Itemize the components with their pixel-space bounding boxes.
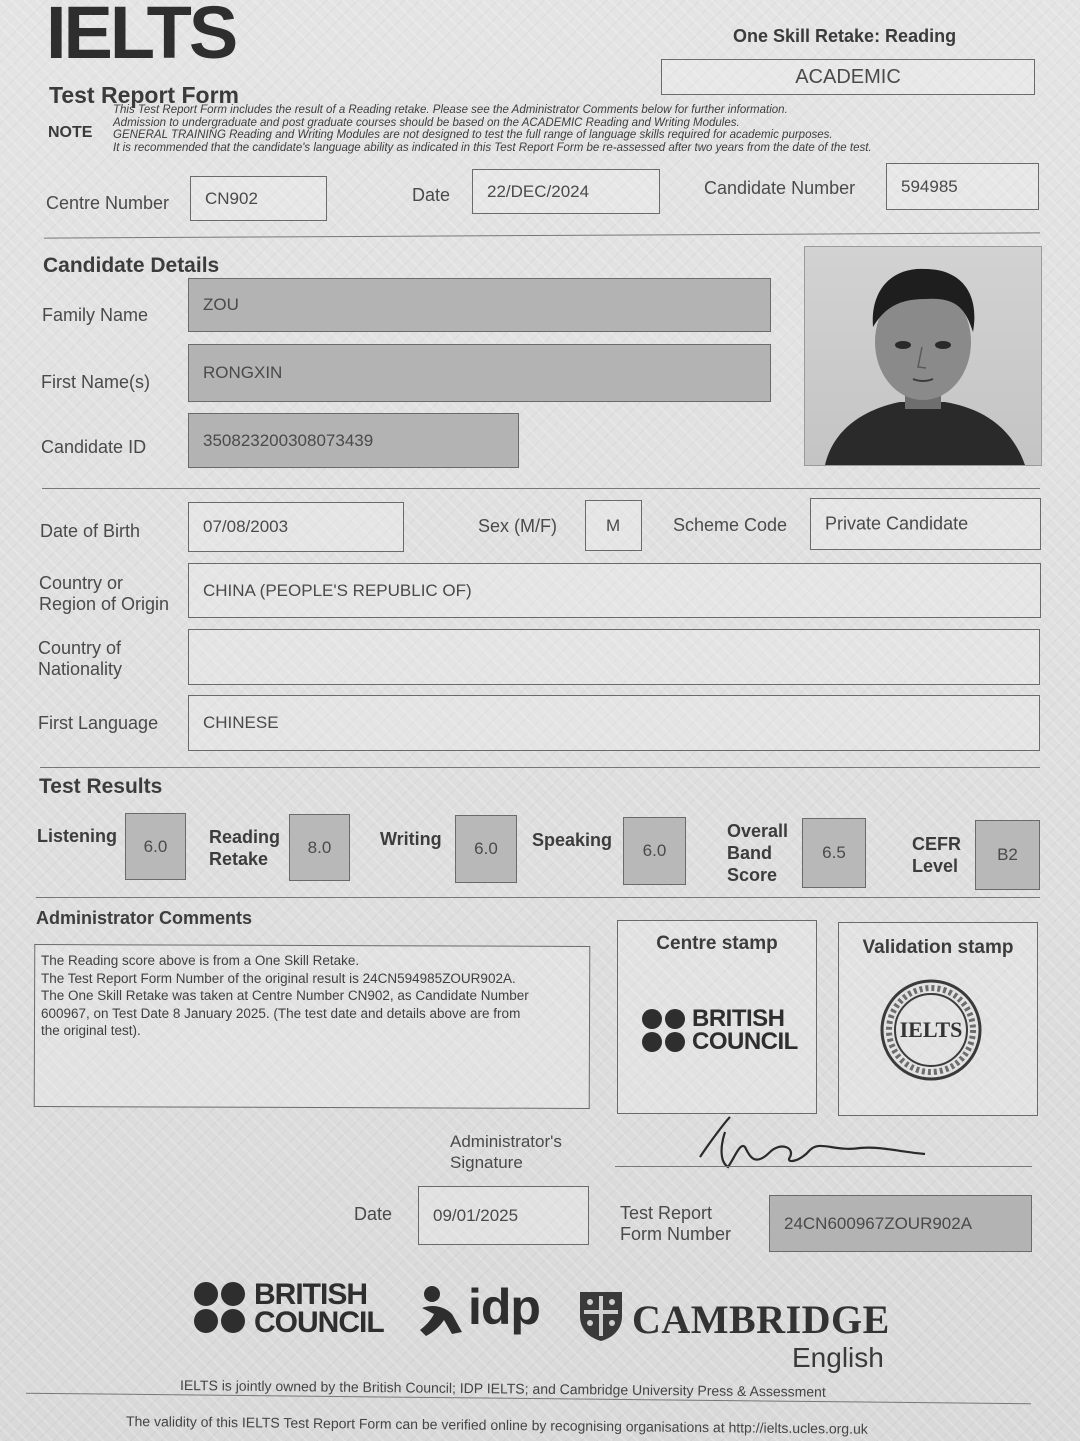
candidate-id-label: Candidate ID xyxy=(41,437,147,457)
comment-line: The Test Report Form Number of the original result is 24CN594985ZOUR902A. xyxy=(41,970,516,986)
centre-stamp-label: Centre stamp xyxy=(656,933,778,954)
validity-text: The validity of this IELTS Test Report Form can be verified online by recognising organisations at http://ielts.ucles.org.uk xyxy=(125,1413,868,1437)
candidate-number-field xyxy=(886,163,1039,210)
bc-logo-line1: BRITISH xyxy=(254,1278,367,1311)
admin-comments-text xyxy=(41,952,581,1040)
country-nationality-label: Country of Nationality xyxy=(38,638,123,679)
admin-date-label: Date xyxy=(354,1204,393,1224)
centre-number-field xyxy=(190,176,327,221)
cambridge-english-text: English xyxy=(792,1342,884,1373)
british-council-dots-icon xyxy=(640,1007,688,1055)
admin-date-field xyxy=(418,1186,589,1245)
trf-number-value: 24CN600967ZOUR902A xyxy=(784,1213,973,1233)
idp-logo-text: idp xyxy=(468,1279,540,1335)
validation-stamp-label: Validation stamp xyxy=(862,937,1014,958)
candidate-photo xyxy=(804,246,1042,466)
sex-field xyxy=(585,500,642,551)
cambridge-shield-icon xyxy=(578,1290,624,1342)
centre-number-value: CN902 xyxy=(205,188,258,208)
country-origin-field xyxy=(188,563,1041,618)
centre-number-label: Centre Number xyxy=(46,193,170,213)
admin-comments-heading: Administrator Comments xyxy=(36,908,253,928)
first-name-label: First Name(s) xyxy=(41,372,150,392)
comment-line: The One Skill Retake was taken at Centre Number CN902, as Candidate Number xyxy=(41,988,529,1003)
country-origin-value: CHINA (PEOPLE'S REPUBLIC OF) xyxy=(203,580,472,600)
form-title: Test Report Form xyxy=(49,82,239,108)
listening-label: Listening xyxy=(37,826,117,846)
writing-label: Writing xyxy=(380,829,442,849)
test-date-field xyxy=(472,169,660,214)
divider xyxy=(44,232,1040,238)
note-line: Admission to undergraduate and post graduate courses should be based on the ACADEMIC Reading and Writing Modules. xyxy=(113,116,740,129)
idp-figure-icon xyxy=(418,1284,468,1338)
signature-line xyxy=(615,1166,1032,1167)
reading-score: 8.0 xyxy=(289,814,350,881)
candidate-number-label: Candidate Number xyxy=(704,178,856,198)
retake-title: One Skill Retake: Reading xyxy=(733,26,957,46)
note-line: It is recommended that the candidate's language ability as indicated in this Test Report Form be re-assessed after two years from the date of the test. xyxy=(113,141,872,154)
trf-number-label: Test Report Form Number xyxy=(620,1203,732,1244)
family-name-label: Family Name xyxy=(42,305,149,325)
first-name-field xyxy=(188,344,771,402)
first-language-field xyxy=(188,695,1040,751)
comment-line: the original test). xyxy=(41,1023,141,1038)
speaking-score: 6.0 xyxy=(623,817,686,885)
bc-logo-line2: COUNCIL xyxy=(254,1306,384,1339)
country-origin-label: Country or Region of Origin xyxy=(39,573,170,614)
cefr-level: B2 xyxy=(975,820,1040,890)
note-text xyxy=(113,104,943,154)
scheme-code-field xyxy=(810,498,1041,550)
admin-date-value: 09/01/2025 xyxy=(433,1205,519,1225)
candidate-id-field xyxy=(188,413,519,468)
centre-stamp-box xyxy=(617,920,817,1114)
note-line: GENERAL TRAINING Reading and Writing Modules are not designed to test the full range of language skills required for academic purposes. xyxy=(113,129,833,141)
first-language-value: CHINESE xyxy=(203,713,279,732)
family-name-field xyxy=(188,278,771,332)
sex-value: M xyxy=(606,515,621,535)
note-label: NOTE xyxy=(48,124,93,141)
country-nationality-field xyxy=(188,629,1040,685)
validation-stamp-box xyxy=(838,922,1038,1116)
british-council-dots-icon xyxy=(192,1280,248,1336)
note-line: This Test Report Form includes the result of a Reading retake. Please see the Administrator Comments below for further information. xyxy=(113,104,788,116)
overall-band-score: 6.5 xyxy=(802,818,866,888)
module-box xyxy=(661,59,1035,95)
divider xyxy=(42,488,1040,489)
trf-number-field xyxy=(769,1195,1032,1252)
stamp-bc-line1: BRITISH xyxy=(692,1005,785,1032)
listening-score: 6.0 xyxy=(125,813,186,880)
cambridge-logo xyxy=(578,1290,888,1380)
british-council-logo xyxy=(192,1278,392,1340)
first-name-value: RONGXIN xyxy=(203,363,283,382)
british-council-stamp xyxy=(640,1007,810,1057)
portrait-image xyxy=(805,247,1041,465)
divider xyxy=(36,897,1040,898)
admin-signature-label: Administrator's Signature xyxy=(450,1132,562,1172)
test-results-heading: Test Results xyxy=(39,775,163,798)
comment-line: The Reading score above is from a One Skill Retake. xyxy=(41,953,360,968)
scheme-code-value: Private Candidate xyxy=(825,513,969,534)
family-name-value: ZOU xyxy=(203,295,239,314)
candidate-number-value: 594985 xyxy=(901,176,958,196)
first-language-label: First Language xyxy=(38,713,159,733)
ownership-text: IELTS is jointly owned by the British Council; IDP IELTS; and Cambridge University Press & Assessment xyxy=(179,1377,826,1400)
idp-logo xyxy=(418,1279,548,1342)
test-date-value: 22/DEC/2024 xyxy=(487,181,590,201)
dob-label: Date of Birth xyxy=(40,521,141,541)
candidate-details-heading: Candidate Details xyxy=(43,254,220,277)
comment-line: 600967, on Test Date 8 January 2025. (The test date and details above are from xyxy=(41,1005,521,1021)
scheme-code-label: Scheme Code xyxy=(673,515,788,535)
sex-label: Sex (M/F) xyxy=(478,516,557,536)
dob-field xyxy=(188,502,404,552)
divider xyxy=(40,767,1040,768)
writing-score: 6.0 xyxy=(455,815,517,883)
cefr-label: CEFR Level xyxy=(912,834,961,876)
reading-retake-label: Reading Retake xyxy=(209,827,281,869)
stamp-bc-line2: COUNCIL xyxy=(692,1028,798,1055)
validation-seal-text: IELTS xyxy=(899,1017,963,1042)
ielts-logo: IELTS xyxy=(46,0,236,74)
dob-value: 07/08/2003 xyxy=(203,517,289,536)
date-label: Date xyxy=(412,185,451,205)
admin-signature xyxy=(670,1112,930,1172)
overall-band-label: Overall Band Score xyxy=(727,821,789,885)
cambridge-logo-text: CAMBRIDGE xyxy=(632,1297,890,1342)
speaking-label: Speaking xyxy=(532,830,613,850)
candidate-id-value: 350823200308073439 xyxy=(203,430,374,450)
module-value: ACADEMIC xyxy=(795,66,901,88)
